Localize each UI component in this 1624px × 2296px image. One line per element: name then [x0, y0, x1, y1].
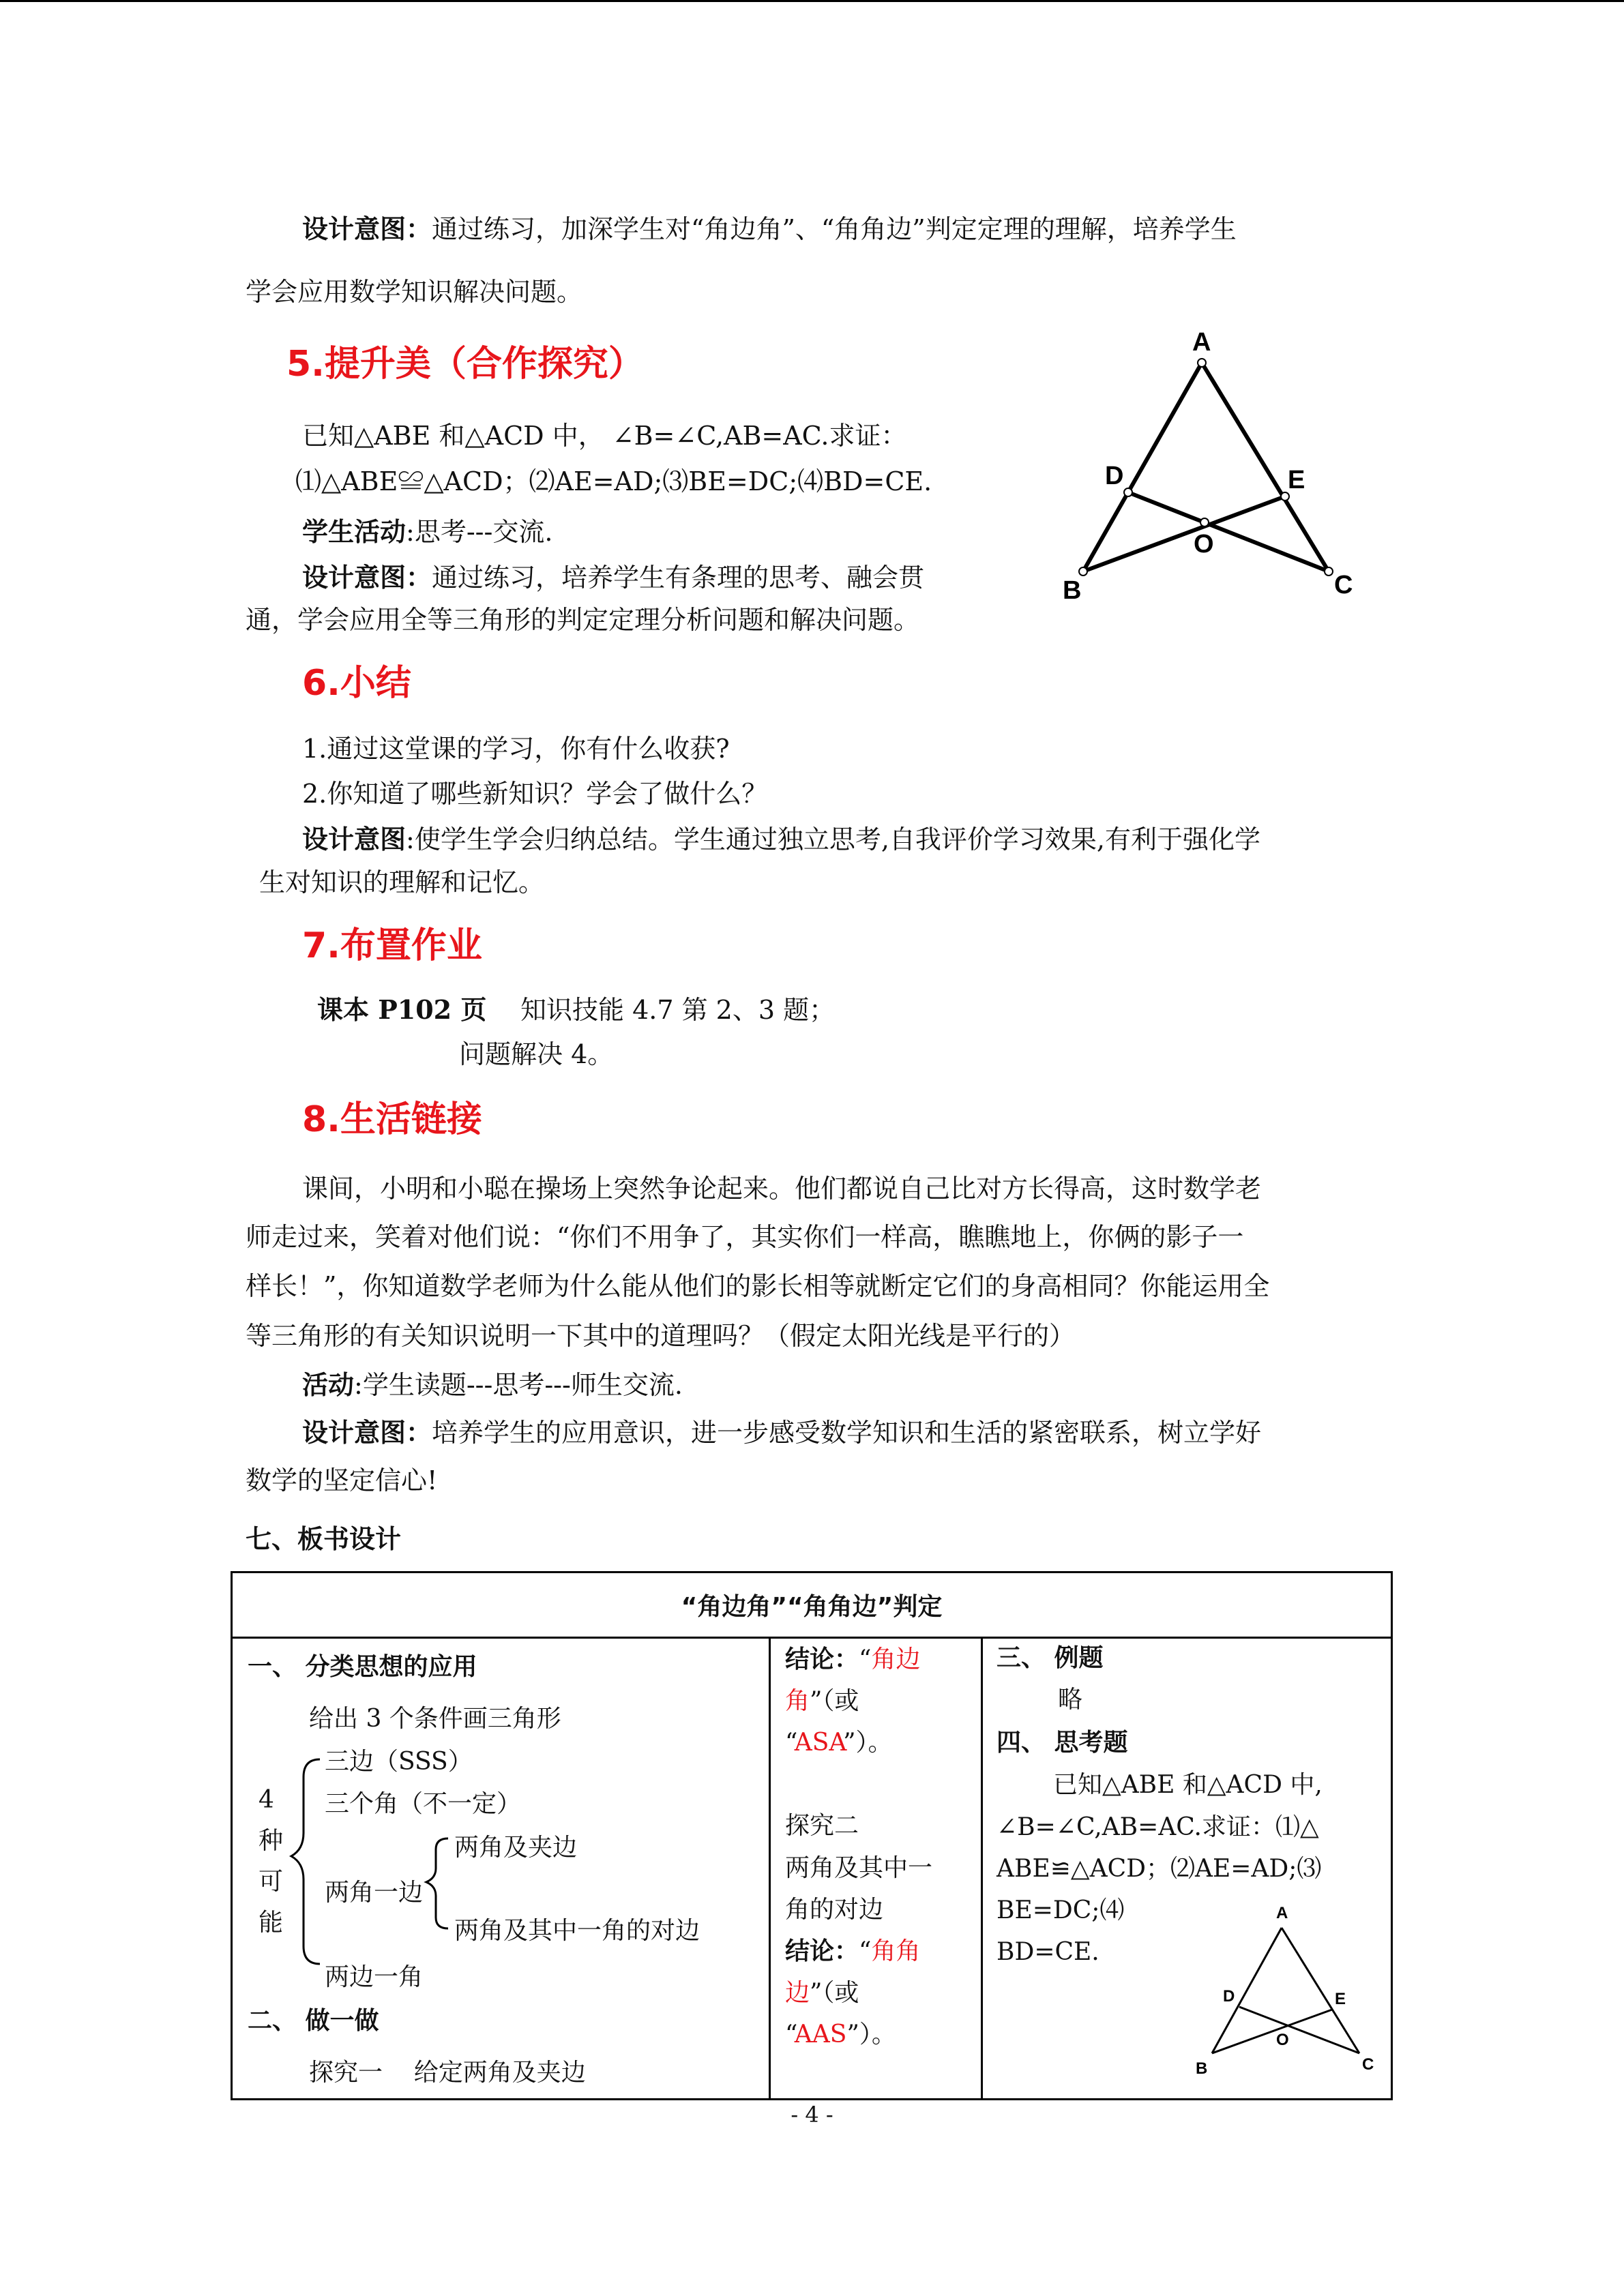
conclusion-2-end: ”）。 — [846, 2021, 896, 2048]
small-line-CD — [1239, 2007, 1359, 2053]
page-top-border — [0, 0, 1624, 2]
intent-label: 设计意图： — [302, 213, 432, 244]
board-design-heading: 七、板书设计 — [246, 1524, 402, 1554]
label-D: D — [1105, 462, 1124, 490]
col1-two-sides-one-angle: 两边一角 — [325, 1963, 424, 1991]
board-col-divider-1 — [769, 1637, 771, 2100]
s5-intent-label: 设计意图： — [302, 562, 432, 593]
col1-heading-2: 二、 做一做 — [248, 2007, 379, 2035]
col1-explore-1: 探究一 给定两角及夹边 — [309, 2059, 586, 2087]
s6-intent — [302, 823, 1260, 856]
s6-intent-text: :使学生学会归纳总结。学生通过独立思考,自我评价学习效果,有利于强化学 — [406, 824, 1260, 854]
triangle-figure — [1050, 320, 1371, 607]
s8-activity-label: 活动 — [302, 1369, 355, 1400]
point-C — [1325, 567, 1333, 576]
conclusion-1-red-1: 角边 — [871, 1645, 921, 1673]
small-label-E: E — [1335, 1990, 1346, 2008]
conclusion-1-quote: “ — [859, 1645, 872, 1673]
board-title: “角边角”“角角边”判定 — [681, 1593, 943, 1621]
conclusion-1-label: 结论： — [785, 1645, 859, 1673]
col1-sub-1: 两角及夹边 — [454, 1834, 578, 1862]
explore-2-line-1: 两角及其中一 — [785, 1854, 933, 1882]
s6-intent-cont: 生对知识的理解和记忆。 — [259, 867, 545, 897]
small-label-B: B — [1196, 2059, 1208, 2078]
s6-intent-label: 设计意图 — [302, 824, 407, 854]
col1-sss: 三边（SSS） — [325, 1748, 473, 1776]
col1-two-angles-one-side: 两角一边 — [325, 1879, 424, 1907]
label-B: B — [1063, 576, 1082, 605]
board-title-divider — [233, 1637, 1391, 1639]
small-brace — [426, 1838, 448, 1928]
s8-activity-text: :学生读题---思考---师生交流. — [354, 1370, 683, 1400]
s6-question-1: 1.通过这堂课的学习，你有什么收获? — [302, 734, 730, 764]
col1-heading-1: 一、 分类思想的应用 — [248, 1653, 477, 1681]
section-7-heading: 7.布置作业 — [302, 925, 482, 966]
s7-line-1: 知识技能 4.7 第 2、3 题； — [520, 995, 836, 1025]
s5-activity — [302, 516, 552, 548]
section-6-heading: 6.小结 — [302, 663, 411, 704]
section-8-heading: 8.生活链接 — [302, 1099, 482, 1140]
line-BE — [1083, 496, 1285, 571]
board-design-table — [231, 1571, 1393, 2100]
conclusion-2-rest: ”（或 — [810, 1979, 859, 2007]
small-line-BE — [1212, 2010, 1332, 2053]
point-D — [1124, 488, 1132, 496]
brace-label-2: 种 — [259, 1827, 284, 1855]
s8-activity — [302, 1369, 683, 1401]
intent-text: 通过练习，加深学生对“角边角”、“角角边”判定定理的理解，培养学生 — [432, 214, 1237, 244]
col3-text-1: 已知△ABE 和△ACD 中, — [1053, 1771, 1323, 1799]
s5-given-2: ⑴△ABE≌△ACD；⑵AE=AD;⑶BE=DC;⑷BD=CE. — [295, 466, 932, 496]
col3-omit: 略 — [1058, 1686, 1083, 1714]
col1-line-1: 给出 3 个条件画三角形 — [309, 1705, 561, 1733]
s5-activity-label: 学生活动 — [302, 516, 407, 547]
conclusion-1-red-2: 角 — [785, 1687, 810, 1715]
conclusion-1-line-3 — [785, 1727, 893, 1759]
col3-text-5: BD=CE. — [996, 1938, 1099, 1966]
brace-label-3: 可 — [259, 1868, 284, 1896]
col3-text-3: ABE≌△ACD；⑵AE=AD;⑶ — [996, 1855, 1322, 1883]
small-label-D: D — [1223, 1987, 1235, 2006]
s8-intent — [302, 1416, 1261, 1449]
s5-intent — [302, 561, 924, 594]
col1-sub-2: 两角及其中一角的对边 — [454, 1917, 700, 1945]
s8-intent-text: 培养学生的应用意识，进一步感受数学知识和生活的紧密联系，树立学好 — [432, 1418, 1262, 1448]
conclusion-2-line-1 — [785, 1936, 920, 1967]
s5-intent-text: 通过练习，培养学生有条理的思考、融会贯 — [432, 563, 925, 593]
conclusion-1-rest: ”（或 — [810, 1687, 859, 1715]
conclusion-1-end: ”）。 — [843, 1729, 893, 1757]
conclusion-2-line-3 — [785, 2019, 896, 2051]
small-label-O: O — [1276, 2031, 1289, 2049]
line-CD — [1128, 492, 1329, 571]
big-brace — [291, 1759, 320, 1964]
brace-label-1: 4 — [259, 1786, 274, 1814]
col3-heading-3: 三、 例题 — [996, 1644, 1104, 1672]
s8-para-2: 师走过来，笑着对他们说：“你们不用争了，其实你们一样高，瞧瞧地上，你俩的影子一 — [246, 1222, 1244, 1252]
conclusion-2-red-1: 角角 — [871, 1937, 921, 1965]
col1-three-angles: 三个角（不一定） — [325, 1790, 522, 1818]
conclusion-2-quote: “ — [859, 1937, 872, 1965]
board-col-divider-2 — [981, 1637, 983, 2100]
point-A — [1198, 359, 1206, 367]
s8-para-1: 课间，小明和小聪在操场上突然争论起来。他们都说自己比对方长得高，这时数学老 — [302, 1174, 1262, 1204]
s7-textbook: 课本 P102 页 — [317, 994, 487, 1025]
explore-2-line-2: 角的对边 — [785, 1896, 884, 1924]
intent-paragraph-1-cont: 学会应用数学知识解决问题。 — [246, 277, 583, 307]
conclusion-1-asa: ASA — [794, 1729, 844, 1757]
conclusion-1-line-2 — [785, 1686, 859, 1717]
classification-braces — [287, 1747, 464, 1979]
label-O: O — [1194, 530, 1214, 558]
conclusion-2-line-2 — [785, 1978, 859, 2009]
label-E: E — [1288, 466, 1305, 494]
brace-label-4: 能 — [259, 1909, 284, 1937]
conclusion-2-quote-2: “ — [785, 2021, 795, 2048]
s8-para-4: 等三角形的有关知识说明一下其中的道理吗？（假定太阳光线是平行的） — [246, 1321, 1076, 1351]
intent-paragraph-1 — [302, 213, 1237, 245]
s5-intent-cont: 通，学会应用全等三角形的判定定理分析问题和解决问题。 — [246, 605, 920, 635]
s6-question-2: 2.你知道了哪些新知识？学会了做什么？ — [302, 779, 768, 809]
small-line-AC — [1282, 1928, 1359, 2053]
label-C: C — [1334, 571, 1353, 599]
point-O — [1200, 518, 1209, 526]
explore-2-label: 探究二 — [785, 1812, 859, 1840]
conclusion-1-quote-2: “ — [785, 1729, 795, 1757]
s7-line-2: 问题解决 4。 — [459, 1039, 614, 1069]
col3-text-2: ∠B=∠C,AB=AC.求证：⑴△ — [996, 1813, 1319, 1841]
s5-activity-text: :思考---交流. — [406, 517, 553, 547]
col3-text-4: BE=DC;⑷ — [996, 1896, 1125, 1924]
label-A: A — [1192, 328, 1211, 357]
small-label-A: A — [1276, 1904, 1288, 1922]
small-label-C: C — [1362, 2055, 1374, 2074]
page-number: - 4 - — [791, 2102, 833, 2128]
line-AB — [1083, 363, 1202, 571]
s5-given-1: 已知△ABE 和△ACD 中， ∠B=∠C,AB=AC.求证： — [302, 421, 907, 451]
small-triangle-figure — [1181, 1894, 1385, 2098]
line-AC — [1202, 363, 1329, 571]
conclusion-2-red-2: 边 — [785, 1979, 810, 2007]
conclusion-2-aas: AAS — [794, 2021, 847, 2048]
s8-intent-label: 设计意图： — [302, 1417, 432, 1448]
s8-intent-cont: 数学的坚定信心! — [246, 1465, 438, 1495]
conclusion-2-label: 结论： — [785, 1937, 859, 1965]
section-5-heading: 5.提升美（合作探究） — [286, 344, 644, 385]
conclusion-1-line-1 — [785, 1644, 920, 1675]
col3-heading-4: 四、 思考题 — [996, 1729, 1128, 1757]
s8-para-3: 样长！”，你知道数学老师为什么能从他们的影长相等就断定它们的身高相同？你能运用全 — [246, 1271, 1270, 1301]
point-B — [1079, 567, 1087, 576]
